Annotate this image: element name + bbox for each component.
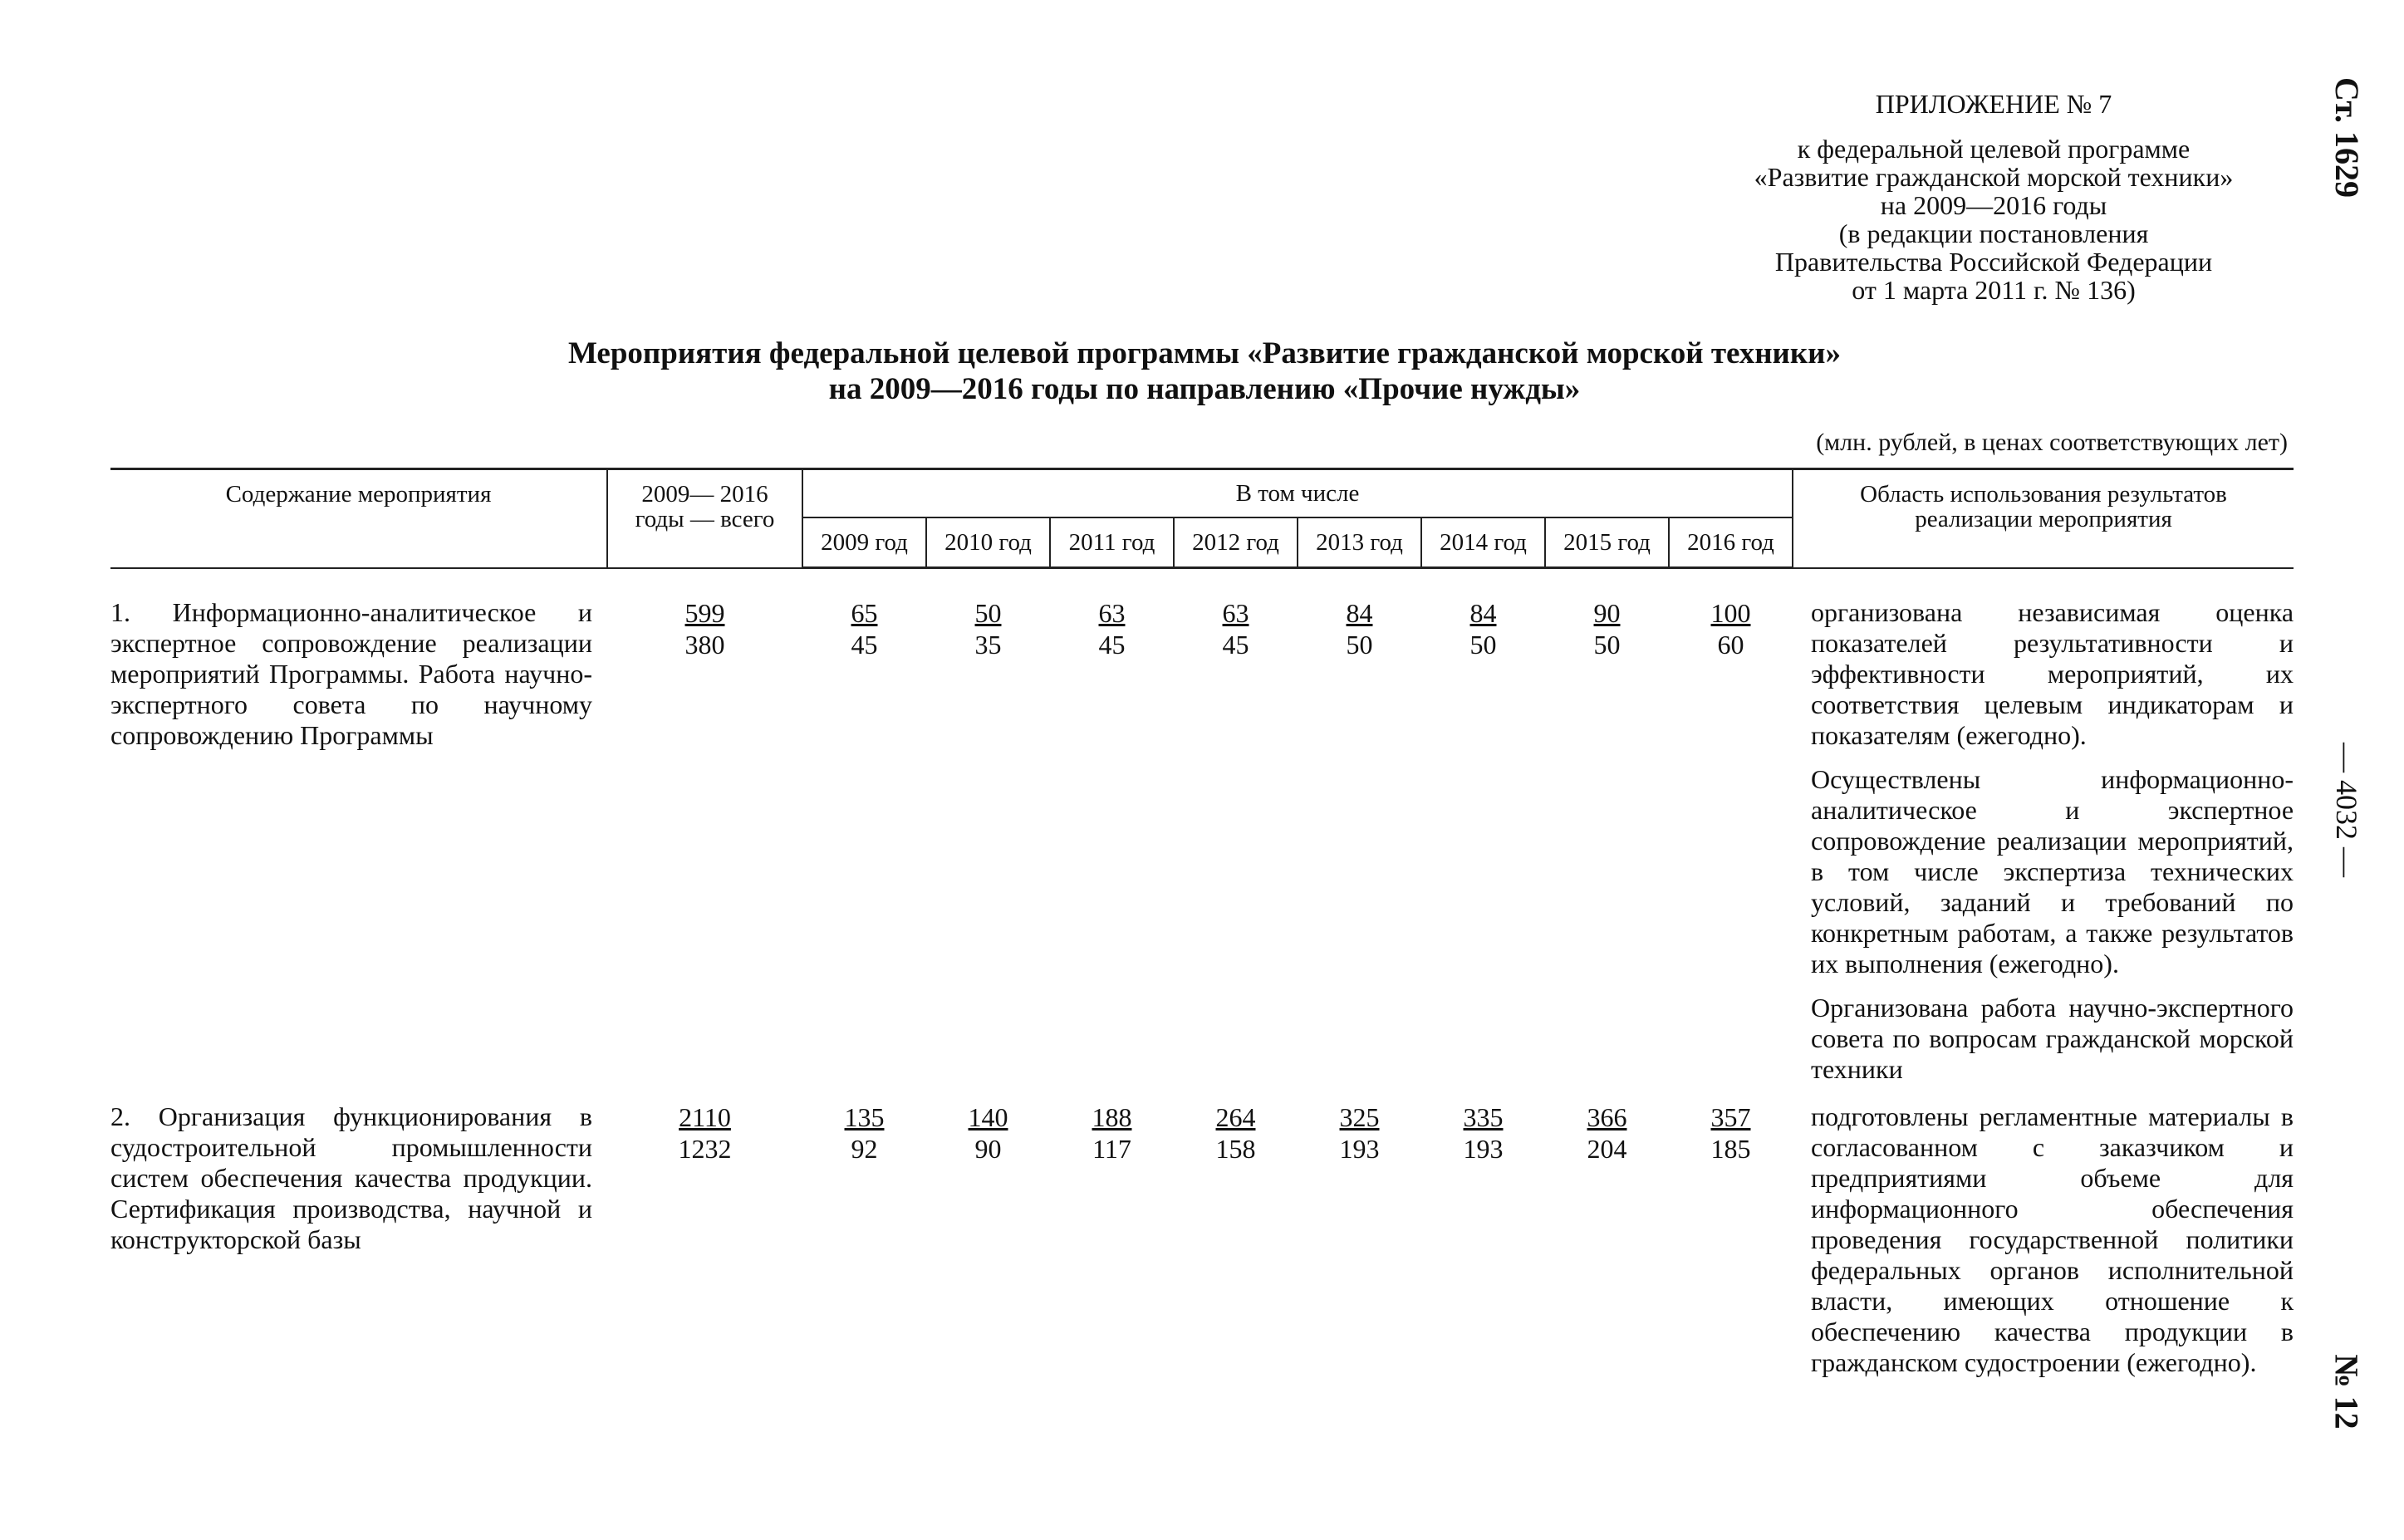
year-upper: 188 [1092,1101,1132,1132]
year-upper: 65 [851,598,878,628]
year-upper: 325 [1339,1101,1380,1132]
year-lower: 45 [1098,630,1126,660]
year-upper: 50 [974,598,1002,628]
year-cell [1174,1085,1298,1378]
year-lower: 35 [974,630,1002,660]
total-cell [607,568,802,1085]
header-year: 2012 год [1174,517,1298,568]
title-line-2: на 2009—2016 годы по направлению «Прочие нужды» [828,372,1581,406]
year-cell [1421,1085,1545,1378]
result-area [1793,568,2294,1085]
year-cell [1298,568,1421,1085]
appendix-line: от 1 марта 2011 г. № 136) [1852,275,2136,305]
title-line-1: Мероприятия федеральной целевой программы «Развитие гражданской морской техники» [568,336,1841,370]
year-lower: 50 [1593,630,1621,660]
document-title [274,336,2135,407]
year-cell [1669,568,1793,1085]
year-lower: 45 [851,630,878,660]
result-paragraph: Организована работа научно-экспертного совета по вопросам гражданской морской техники [1811,992,2294,1084]
header-year: 2010 год [926,517,1050,568]
appendix-block [1744,90,2243,304]
year-upper: 90 [1593,598,1621,628]
table-row [110,568,2294,1085]
header-including: В том числе [802,469,1793,518]
issue-number: № 12 [2328,1353,2366,1430]
total-lower: 380 [684,629,725,660]
year-cell [1050,1085,1174,1378]
year-cell [1298,1085,1421,1378]
year-lower: 117 [1092,1133,1131,1164]
article-number-margin [2284,76,2404,198]
header-year: 2009 год [802,517,926,568]
total-cell [607,1085,802,1378]
year-upper: 335 [1463,1101,1504,1132]
year-lower: 45 [1222,630,1249,660]
appendix-heading: ПРИЛОЖЕНИЕ № 7 [1875,89,2112,119]
year-upper: 84 [1469,598,1497,628]
measures-table [110,468,2294,1378]
year-lower: 158 [1215,1133,1256,1164]
year-lower: 204 [1587,1133,1627,1164]
header-content: Содержание мероприятия [110,469,607,568]
year-cell [1545,568,1669,1085]
year-lower: 50 [1469,630,1497,660]
year-lower: 50 [1346,630,1373,660]
year-upper: 100 [1710,598,1751,628]
appendix-line: на 2009—2016 годы [1880,190,2107,220]
page-number: — 4032 — [2330,743,2363,877]
result-area [1793,1085,2294,1378]
header-year: 2013 год [1298,517,1421,568]
appendix-line: Правительства Российской Федерации [1774,247,2213,277]
units-note: (млн. рублей, в ценах соответствующих лет) [1816,429,2288,456]
appendix-line: к федеральной целевой программе [1797,134,2191,164]
year-lower: 193 [1339,1133,1380,1164]
year-cell [802,568,926,1085]
year-cell [802,1085,926,1378]
result-paragraph: Осуществлены информационно-аналитическое и экспертное сопровождение реализации мероприятий, в том числе экспертиза технических условий, заданий и требований по конкретным работам, а также результатов их выполнения (ежегодно). [1811,763,2294,978]
year-upper: 63 [1098,598,1126,628]
header-year: 2014 год [1421,517,1545,568]
year-cell [1669,1085,1793,1378]
appendix-line: «Развитие гражданской морской техники» [1754,162,2234,192]
measure-content: 1. Информационно-аналитическое и экспертное сопровождение реализации мероприятий Программы. Работа научно-экспертного совета по научному сопровождению Программы [110,596,592,750]
result-paragraph: организована независимая оценка показателей результативности и эффективности мероприятий, их соответствия целевым индикаторам и показателям (ежегодно). [1811,596,2294,750]
year-upper: 63 [1222,598,1249,628]
year-upper: 366 [1587,1101,1627,1132]
header-year: 2016 год [1669,517,1793,568]
total-lower: 1232 [678,1133,732,1164]
issue-number-margin [2284,1337,2404,1445]
year-upper: 140 [968,1101,1008,1132]
year-lower: 60 [1717,630,1744,660]
year-upper: 84 [1346,598,1373,628]
year-cell [1174,568,1298,1085]
year-cell [1421,568,1545,1085]
year-lower: 90 [974,1133,1002,1164]
year-lower: 92 [851,1133,878,1164]
header-year: 2015 год [1545,517,1669,568]
total-upper: 2110 [679,1101,731,1132]
header-year: 2011 год [1050,517,1174,568]
page-number-margin [2284,714,2404,905]
year-upper: 135 [844,1101,885,1132]
year-cell [1545,1085,1669,1378]
year-cell [1050,568,1174,1085]
year-upper: 264 [1215,1101,1256,1132]
total-upper: 599 [684,597,725,628]
year-cell [926,568,1050,1085]
year-cell [926,1085,1050,1378]
result-paragraph: подготовлены регламентные материалы в согласованном с заказчиком и предприятиями объеме для информационного обеспечения проведения государственной политики федеральных органов исполнительной власти, имеющих отношение к обеспечению качества продукции в гражданском судостроении (ежегодно). [1811,1101,2294,1377]
article-number: Ст. 1629 [2328,76,2366,198]
appendix-line: (в редакции постановления [1838,218,2149,248]
header-area: Область использования результатов реализации мероприятия [1793,469,2294,568]
table-row [110,1085,2294,1378]
header-total: 2009— 2016 годы — всего [607,469,802,568]
year-upper: 357 [1710,1101,1751,1132]
measure-content: 2. Организация функционирования в судостроительной промышленности систем обеспечения качества продукции. Сертификация производства, научной и конструкторской базы [110,1101,592,1254]
year-lower: 185 [1710,1133,1751,1164]
year-lower: 193 [1463,1133,1504,1164]
